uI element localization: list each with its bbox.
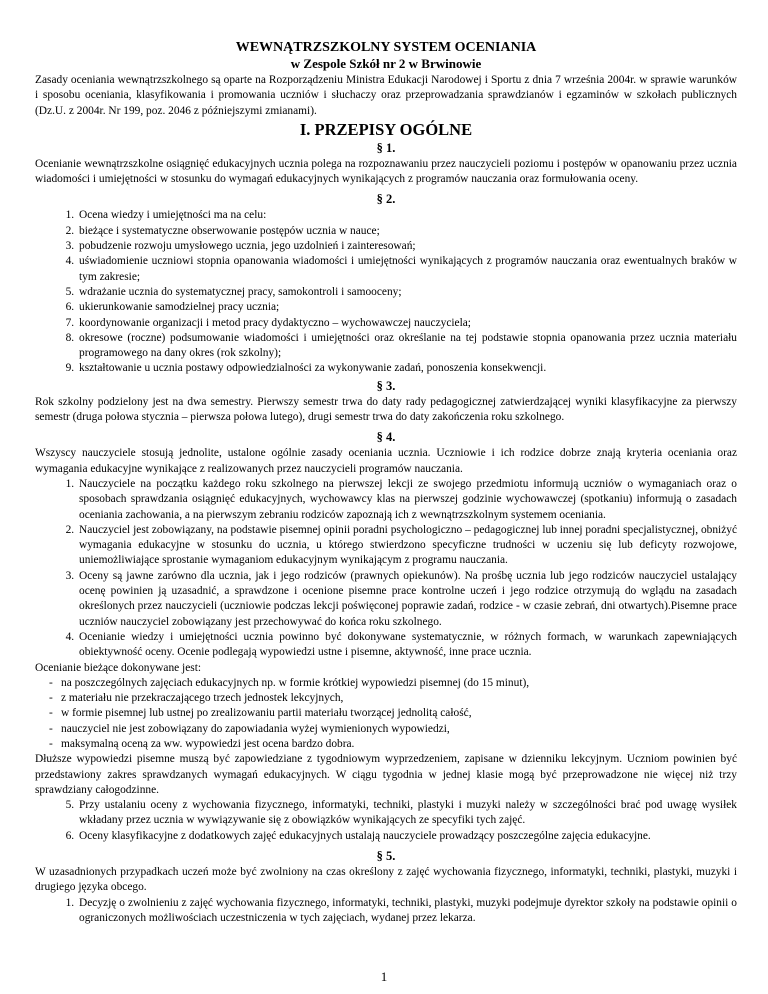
list-item: 2. bieżące i systematyczne obserwowanie postępów ucznia w nauce; [77, 224, 737, 239]
section-4-intro: Wszyscy nauczyciele stosują jednolite, ustalone ogólnie zasady oceniania ucznia. Uczniowie i ich rodzice dobrze znają kryteria oceniania oraz wymagania edukacyjne wynikające z realizowanych przez nauczycieli programów nauczania. [35, 447, 737, 475]
section-4-list-continued [35, 798, 737, 844]
current-assessment-label: Ocenianie bieżące dokonywane jest: [35, 661, 202, 674]
section-5-intro: W uzasadnionych przypadkach uczeń może być zwolniony na czas określony z zajęć wychowania fizycznego, informatyki, techniki, plastyki, muzyki i drugiego języka obcego. [35, 866, 737, 894]
section-5-heading: § 5. [376, 849, 396, 864]
list-item: 6. Oceny klasyfikacyjne z dodatkowych zajęć edukacyjnych ustalają nauczyciele prowadzący poszczególne zajęcia edukacyjne. [77, 829, 737, 844]
section-2-heading: § 2. [376, 192, 396, 207]
list-item: 6. ukierunkowanie samodzielnej pracy ucznia; [77, 300, 737, 315]
intro-paragraph: Zasady oceniania wewnątrzszkolnego są oparte na Rozporządzeniu Ministra Edukacji Narodowej i Sportu z dnia 7 września 2004r. w sprawie warunków i sposobu oceniania, klasyfikowania i promowania uczniów i słuchaczy oraz przeprowadzania sprawdzianów i egzaminów w szkołach publicznych (Dz.U. z 2004r. Nr 199, poz. 2046 z późniejszymi zmianami). [35, 74, 737, 117]
list-item: 1. Ocena wiedzy i umiejętności ma na celu: [77, 208, 737, 223]
section-1-text: Ocenianie wewnątrzszkolne osiągnięć edukacyjnych ucznia polega na rozpoznawaniu przez nauczycieli poziomu i postępów w opanowaniu przez ucznia wiadomości i umiejętności w stosunku do wymagań edukacyjnych wynikających z programów nauczania oraz formułowania oceny. [35, 157, 737, 186]
list-item: 1. Nauczyciele na początku każdego roku szkolnego na pierwszej lekcji ze swojego przedmiotu informują uczniów o wymaganiach oraz o sposobach sprawdzania osiągnięć edukacyjnych, wychowawcy klas na pierwszej godzinie wychowawczej (spotkaniu) informują o zasadach oceniania zachowania, a na pierwszym zebraniu rodziców zapoznają ich z wewnątrzszkolnym systemem oceniania. [77, 477, 737, 523]
list-item: 1. Decyzję o zwolnieniu z zajęć wychowania fizycznego, informatyki, techniki, plastyki, muzyki podejmuje dyrektor szkoły na podstawie opinii o ograniczonych możliwościach uczestniczenia w tych zajęciach, wydanej przez lekarza. [77, 896, 737, 927]
list-item: 4. uświadomienie uczniowi stopnia opanowania wiadomości i umiejętności wynikających z programów nauczania oraz ewentualnych braków w tym zakresie; [77, 254, 737, 285]
section-3-heading: § 3. [376, 378, 396, 393]
section-1-heading: § 1. [376, 140, 396, 155]
list-item: 5. Przy ustalaniu oceny z wychowania fizycznego, informatyki, techniki, plastyki i muzyki należy w szczególności brać pod uwagę wysiłek wkładany przez ucznia w wywiązywanie się z obowiązków wynikających ze specyfiki tych zajęć. [77, 798, 737, 829]
list-item: - maksymalną oceną za ww. wypowiedzi jest ocena bardzo dobra. [49, 737, 737, 752]
list-item: - z materiału nie przekraczającego trzech jednostek lekcyjnych, [49, 691, 737, 706]
section-4-heading: § 4. [376, 430, 396, 445]
current-assessment-list [35, 676, 737, 752]
list-item: 3. pobudzenie rozwoju umysłowego ucznia, jego uzdolnień i zainteresowań; [77, 239, 737, 254]
section-4-list [35, 477, 737, 661]
page-number: 1 [380, 969, 388, 984]
list-item: - na poszczególnych zajęciach edukacyjnych np. w formie krótkiej wypowiedzi pisemnej (do 15 minut), [49, 676, 737, 691]
longer-tests-paragraph: Dłuższe wypowiedzi pisemne muszą być zapowiedziane z tygodniowym wyprzedzeniem, zapisane w dzienniku lekcyjnym. Uczniom powinien być przedstawiony zakres sprawdzanych wymagań edukacyjnych. W ciągu tygodnia w jednej klasie mogą być przeprowadzone nie więcej niż trzy sprawdziany całogodzinne. [35, 753, 737, 796]
list-item: 7. koordynowanie organizacji i metod pracy dydaktyczno – wychowawczej nauczyciela; [77, 316, 737, 331]
list-item: 8. okresowe (roczne) podsumowanie wiadomości i umiejętności oraz określanie na tej podstawie stopnia opanowania przez ucznia materiału programowego na dany okres (rok szkolny); [77, 331, 737, 362]
document-subtitle: w Zespole Szkół nr 2 w Brwinowie [290, 56, 482, 71]
list-item: - nauczyciel nie jest zobowiązany do zapowiadania wyżej wymienionych wypowiedzi, [49, 722, 737, 737]
section-2-list [35, 208, 737, 376]
chapter-heading: I. PRZEPISY OGÓLNE [299, 119, 473, 139]
list-item: 9. kształtowanie u ucznia postawy odpowiedzialności za wykonywanie zadań, ponoszenia konsekwencji. [77, 361, 737, 376]
list-item: 3. Oceny są jawne zarówno dla ucznia, jak i jego rodziców (prawnych opiekunów). Na prośbę ucznia lub jego rodziców nauczyciel ustalający ocenę powinien ją uzasadnić, a sprawdzone i ocenione pisemne prace kontrolne uczeń i jego rodzice otrzymują do wglądu na zasadach określonych przez nauczycieli (uczniowie podczas lekcji poświęconej poprawie zadań, rodzice - w czasie zebrań, dni otwartych).Pisemne prace uczniów nauczyciel zobowiązany jest przechowywać do końca roku szkolnego. [77, 569, 737, 630]
list-item: 2. Nauczyciel jest zobowiązany, na podstawie pisemnej opinii poradni psychologiczno – pedagogicznej lub innej poradni specjalistycznej, obniżyć wymagania edukacyjne w stosunku do ucznia, u którego stwierdzono specyficzne trudności w uczeniu się lub deficyty rozwojowe, uniemożliwiające sprostanie wymaganiom edukacyjnym wynikającym z programu nauczania. [77, 523, 737, 569]
list-item: - w formie pisemnej lub ustnej po zrealizowaniu partii materiału tworzącej jednolitą całość, [49, 706, 737, 721]
list-item: 4. Ocenianie wiedzy i umiejętności ucznia powinno być dokonywane systematycznie, w różnych formach, w warunkach zapewniających obiektywność oceny. Ocenie podlegają wypowiedzi ustne i pisemne, aktywność, inne prace ucznia. [77, 630, 737, 661]
list-item: 5. wdrażanie ucznia do systematycznej pracy, samokontroli i samooceny; [77, 285, 737, 300]
section-5-list [35, 896, 737, 927]
section-3-text: Rok szkolny podzielony jest na dwa semestry. Pierwszy semestr trwa do daty rady pedagogicznej zatwierdzającej wyniki klasyfikacyjne za pierwszy semestr (druga połowa stycznia – pierwsza połowa lutego), drugi semestr trwa do daty zakończenia roku szkolnego. [35, 395, 737, 424]
document-title: WEWNĄTRZSZKOLNY SYSTEM OCENIANIA [235, 40, 537, 55]
